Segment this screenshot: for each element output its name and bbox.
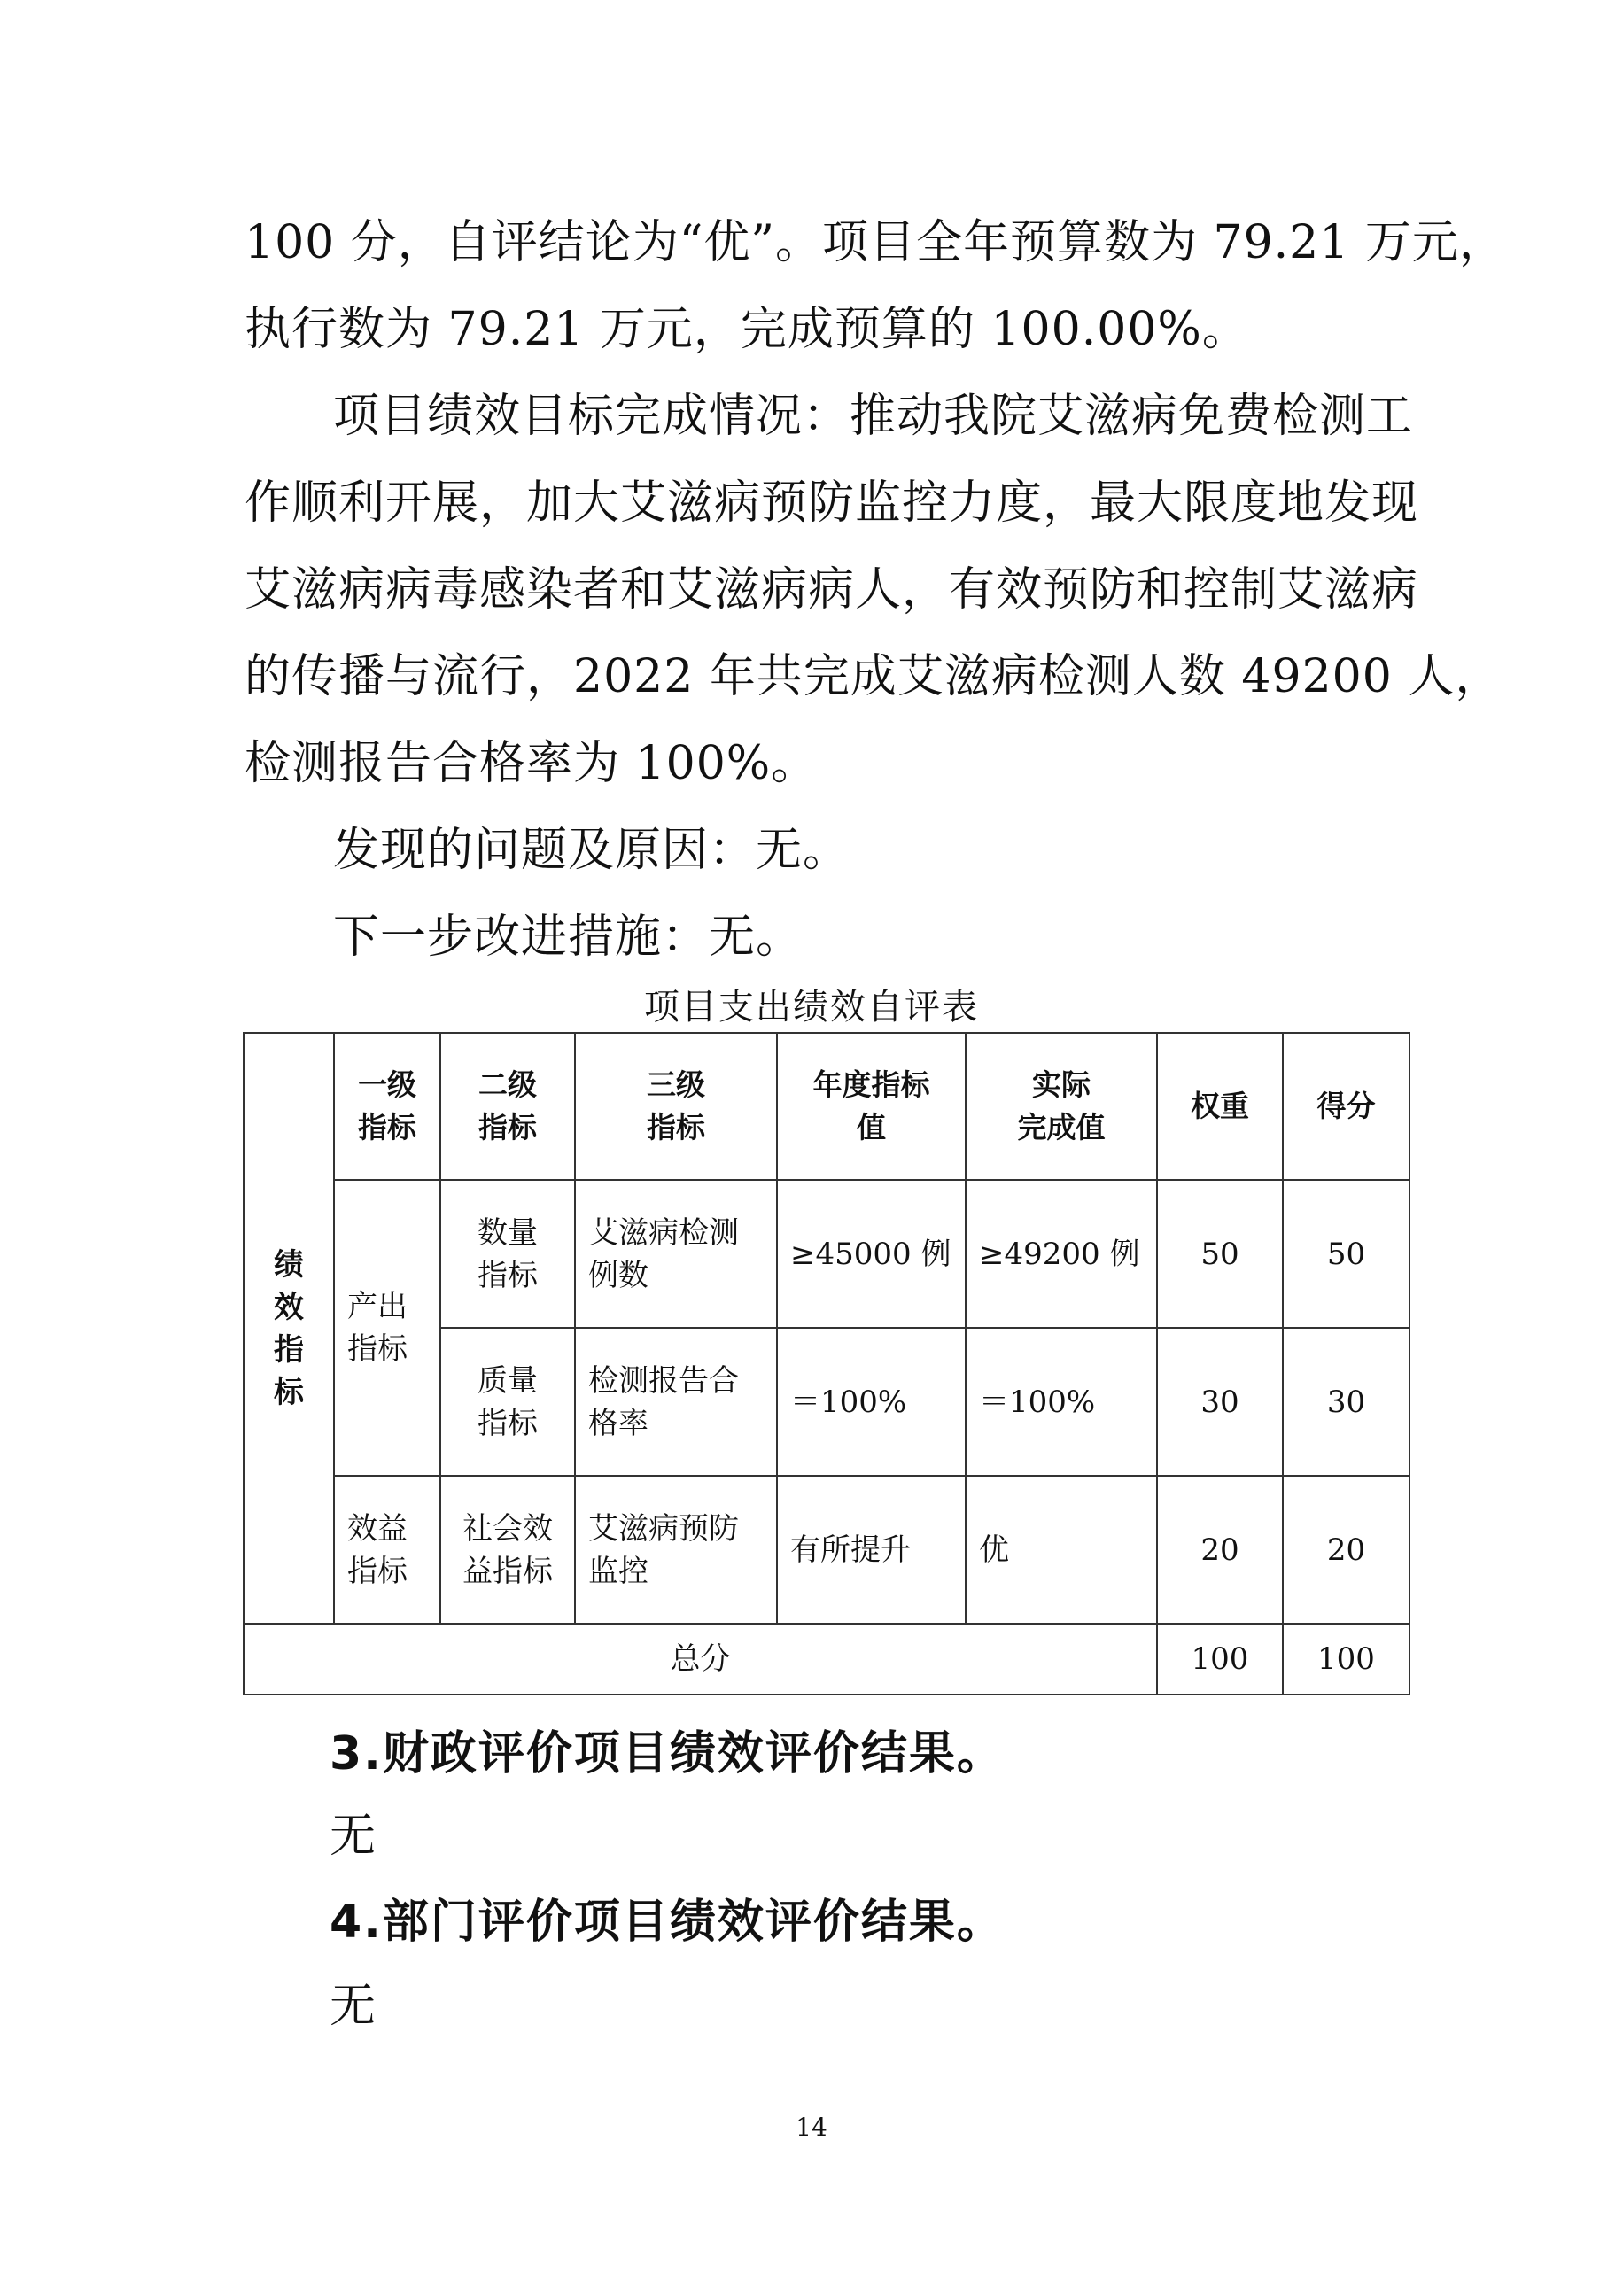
cell-level1: 效益 指标 (334, 1476, 440, 1624)
header-actual: 实际 完成值 (966, 1033, 1157, 1180)
paragraph-budget (245, 199, 1506, 373)
cell-level3: 检测报告合 格率 (575, 1328, 777, 1476)
text-line: 的传播与流行，2022 年共完成艾滋病检测人数 49200 人， (245, 650, 1503, 703)
cell-annual-target: ≥45000 例 (777, 1180, 966, 1328)
cell-annual-target: 有所提升 (777, 1476, 966, 1624)
cell-weight: 20 (1157, 1476, 1283, 1624)
header-level2: 二级 指标 (440, 1033, 575, 1180)
cell-score: 20 (1283, 1476, 1409, 1624)
cell-actual: 优 (966, 1476, 1157, 1624)
cell-annual-target: ＝100% (777, 1328, 966, 1476)
header-annual-target: 年度指标 值 (777, 1033, 966, 1180)
cell-level2: 数量 指标 (440, 1180, 575, 1328)
cell-level3: 艾滋病检测 例数 (575, 1180, 777, 1328)
side-label: 绩 效 指 标 (274, 1246, 304, 1410)
header-level1: 一级 指标 (334, 1033, 440, 1180)
cell-score: 30 (1283, 1328, 1409, 1476)
table-header-row (244, 1033, 1409, 1180)
section4-heading: 4.部门评价项目绩效评价结果。 (330, 1896, 1005, 1949)
cell-level1: 产出 指标 (334, 1180, 440, 1476)
total-weight: 100 (1157, 1624, 1283, 1695)
cell-actual: ≥49200 例 (966, 1180, 1157, 1328)
table-row (244, 1180, 1409, 1328)
text-line: 作顺利开展，加大艾滋病预防监控力度，最大限度地发现 (245, 477, 1419, 530)
table-total-row (244, 1624, 1409, 1695)
performance-self-evaluation-table (243, 1032, 1410, 1695)
total-label: 总分 (244, 1624, 1157, 1695)
total-score: 100 (1283, 1624, 1409, 1695)
text-line: 检测报告合格率为 100%。 (245, 737, 819, 790)
text-line: 下一步改进措施：无。 (333, 911, 804, 964)
paragraph-goal-completion (245, 373, 1503, 807)
section3-content: 无 (330, 1810, 377, 1863)
section3-heading: 3.财政评价项目绩效评价结果。 (330, 1727, 1005, 1780)
cell-score: 50 (1283, 1180, 1409, 1328)
table-caption: 项目支出绩效自评表 (644, 987, 979, 1028)
cell-level2: 社会效 益指标 (440, 1476, 575, 1624)
cell-level3: 艾滋病预防 监控 (575, 1476, 777, 1624)
cell-actual: ＝100% (966, 1328, 1157, 1476)
text-line: 执行数为 79.21 万元，完成预算的 100.00%。 (245, 303, 1249, 356)
cell-weight: 30 (1157, 1328, 1283, 1476)
page-number: 14 (796, 2113, 827, 2142)
header-weight: 权重 (1157, 1033, 1283, 1180)
table-row (244, 1476, 1409, 1624)
paragraph-problems (245, 807, 1396, 981)
header-score: 得分 (1283, 1033, 1409, 1180)
header-level3: 三级 指标 (575, 1033, 777, 1180)
text-line: 艾滋病病毒感染者和艾滋病病人，有效预防和控制艾滋病 (245, 563, 1419, 617)
text-line: 100 分，自评结论为“优”。项目全年预算数为 79.21 万元， (245, 216, 1506, 269)
section4-content: 无 (330, 1980, 377, 2033)
text-line: 项目绩效目标完成情况：推动我院艾滋病免费检测工 (333, 390, 1414, 443)
side-label-cell (244, 1033, 334, 1624)
cell-weight: 50 (1157, 1180, 1283, 1328)
text-line: 发现的问题及原因：无。 (333, 824, 850, 877)
cell-level2: 质量 指标 (440, 1328, 575, 1476)
